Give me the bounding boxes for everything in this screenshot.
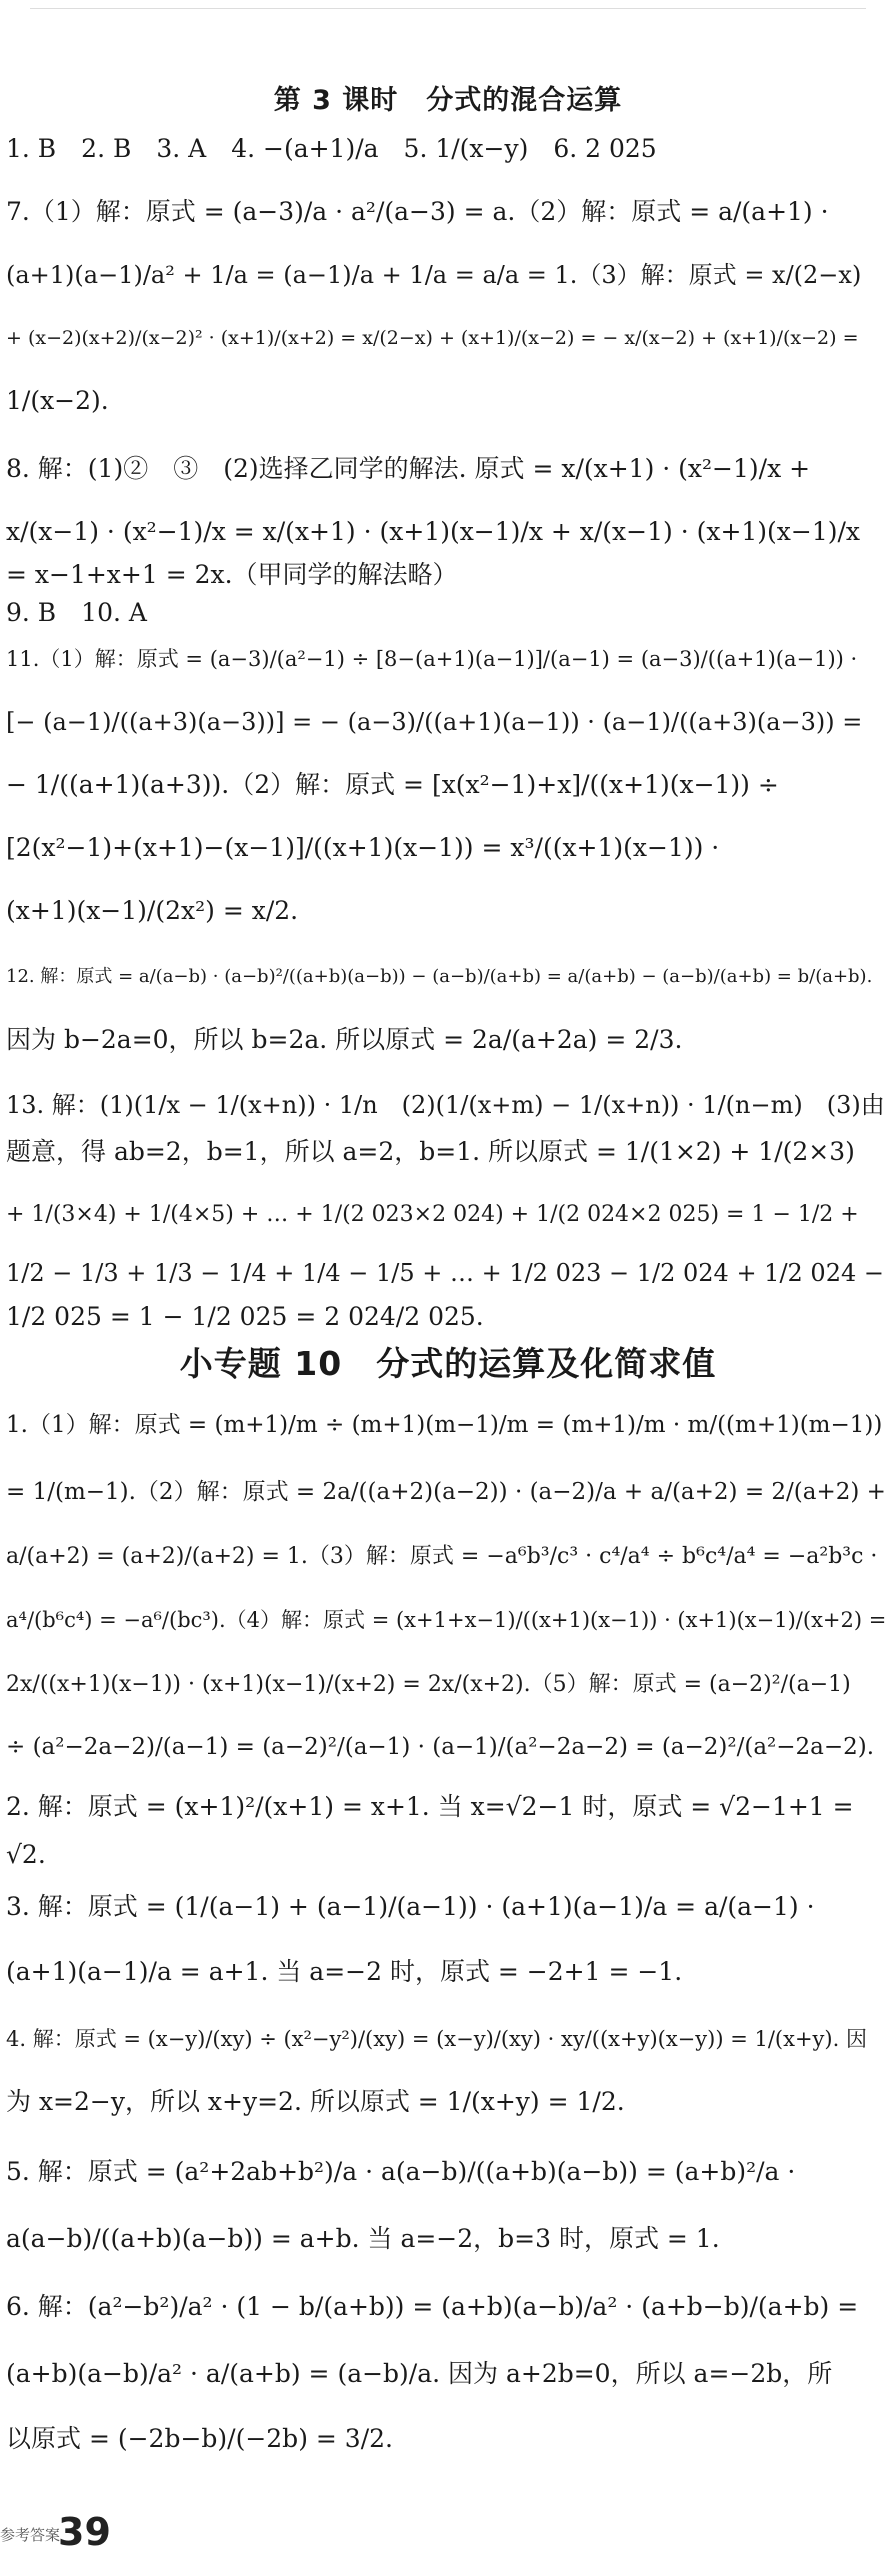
top-divider	[30, 8, 866, 9]
answer-line: 7.（1）解：原式 = (a−3)/a · a²/(a−3) = a.（2）解：原式 = a/(a+1) ·	[6, 197, 829, 226]
answer-line: ÷ (a²−2a−2)/(a−1) = (a−2)²/(a−1) · (a−1)/(a²−2a−2) = (a−2)²/(a²−2a−2).	[6, 1734, 875, 1760]
answer-line: 1/2 025 = 1 − 1/2 025 = 2 024/2 025.	[6, 1302, 484, 1331]
answer-line: 2. 解：原式 = (x+1)²/(x+1) = x+1. 当 x=√2−1 时，原式 = √2−1+1 =	[6, 1792, 854, 1821]
answer-line: 以原式 = (−2b−b)/(−2b) = 3/2.	[6, 2424, 393, 2453]
answer-line: + (x−2)(x+2)/(x−2)² · (x+1)/(x+2) = x/(2−x) + (x+1)/(x−2) = − x/(x−2) + (x+1)/(x−2) =	[6, 327, 859, 349]
special-topic-title: 小专题 10 分式的运算及化简求值	[179, 1344, 717, 1383]
answer-line: 题意，得 ab=2，b=1，所以 a=2，b=1. 所以原式 = 1/(1×2) + 1/(2×3)	[6, 1137, 855, 1166]
answer-line: [− (a−1)/((a+3)(a−3))] = − (a−3)/((a+1)(a−1)) · (a−1)/((a+3)(a−3)) =	[6, 708, 863, 736]
answer-line: 1/2 − 1/3 + 1/3 − 1/4 + 1/4 − 1/5 + … + 1/2 023 − 1/2 024 + 1/2 024 −	[6, 1259, 884, 1287]
answer-line: a/(a+2) = (a+2)/(a+2) = 1.（3）解：原式 = −a⁶b³/c³ · c⁴/a⁴ ÷ b⁶c⁴/a⁴ = −a²b³c ·	[6, 1544, 878, 1569]
answer-line: + 1/(3×4) + 1/(4×5) + … + 1/(2 023×2 024) + 1/(2 024×2 025) = 1 − 1/2 +	[6, 1202, 859, 1227]
answer-line: − 1/((a+1)(a+3)).（2）解：原式 = [x(x²−1)+x]/((x+1)(x−1)) ÷	[6, 770, 779, 799]
answer-line: 9. B 10. A	[6, 598, 147, 627]
answer-line: 1.（1）解：原式 = (m+1)/m ÷ (m+1)(m−1)/m = (m+1)/m · m/((m+1)(m−1))	[6, 1412, 883, 1438]
answer-line: 8. 解：(1)② ③ (2)选择乙同学的解法. 原式 = x/(x+1) · (x²−1)/x +	[6, 454, 811, 483]
answer-line: 为 x=2−y，所以 x+y=2. 所以原式 = 1/(x+y) = 1/2.	[6, 2087, 625, 2116]
answer-line: (a+1)(a−1)/a² + 1/a = (a−1)/a + 1/a = a/a = 1.（3）解：原式 = x/(2−x)	[6, 261, 862, 289]
answer-line: 5. 解：原式 = (a²+2ab+b²)/a · a(a−b)/((a+b)(a−b)) = (a+b)²/a ·	[6, 2157, 796, 2186]
answer-line: 因为 b−2a=0，所以 b=2a. 所以原式 = 2a/(a+2a) = 2/3.	[6, 1025, 683, 1054]
answer-line: 13. 解：(1)(1/x − 1/(x+n)) · 1/n (2)(1/(x+m) − 1/(x+n)) · 1/(n−m) (3)由	[6, 1091, 885, 1119]
answer-line: 6. 解：(a²−b²)/a² · (1 − b/(a+b)) = (a+b)(a−b)/a² · (a+b−b)/(a+b) =	[6, 2292, 859, 2321]
answer-line: 12. 解：原式 = a/(a−b) · (a−b)²/((a+b)(a−b)) − (a−b)/(a+b) = a/(a+b) − (a−b)/(a+b) = b/(a+b).	[6, 966, 873, 987]
answer-line: 1. B 2. B 3. A 4. −(a+1)/a 5. 1/(x−y) 6. 2 025	[6, 134, 657, 163]
answer-line: 1/(x−2).	[6, 386, 109, 415]
answer-line: 2x/((x+1)(x−1)) · (x+1)(x−1)/(x+2) = 2x/(x+2).（5）解：原式 = (a−2)²/(a−1)	[6, 1672, 851, 1697]
answer-line: 4. 解：原式 = (x−y)/(xy) ÷ (x²−y²)/(xy) = (x−y)/(xy) · xy/((x+y)(x−y)) = 1/(x+y). 因	[6, 2027, 867, 2051]
answer-line: a⁴/(b⁶c⁴) = −a⁶/(bc³).（4）解：原式 = (x+1+x−1)/((x+1)(x−1)) · (x+1)(x−1)/(x+2) =	[6, 1608, 886, 1632]
answer-line: (x+1)(x−1)/(2x²) = x/2.	[6, 896, 299, 925]
answer-line: [2(x²−1)+(x+1)−(x−1)]/((x+1)(x−1)) = x³/((x+1)(x−1)) ·	[6, 833, 720, 862]
answer-line: (a+1)(a−1)/a = a+1. 当 a=−2 时，原式 = −2+1 = −1.	[6, 1957, 683, 1986]
page-number: 39	[58, 2510, 111, 2554]
answer-line: (a+b)(a−b)/a² · a/(a+b) = (a−b)/a. 因为 a+2b=0，所以 a=−2b，所	[6, 2359, 833, 2388]
section-title: 第 3 课时 分式的混合运算	[273, 85, 623, 116]
answer-line: 3. 解：原式 = (1/(a−1) + (a−1)/(a−1)) · (a+1)(a−1)/a = a/(a−1) ·	[6, 1892, 815, 1921]
answer-line: √2.	[6, 1840, 46, 1869]
answer-line: x/(x−1) · (x²−1)/x = x/(x+1) · (x+1)(x−1)/x + x/(x−1) · (x+1)(x−1)/x	[6, 517, 861, 546]
page-footer	[0, 2510, 150, 2554]
answer-line: = x−1+x+1 = 2x.（甲同学的解法略）	[6, 560, 458, 589]
answer-line: a(a−b)/((a+b)(a−b)) = a+b. 当 a=−2，b=3 时，原式 = 1.	[6, 2224, 720, 2253]
footer-label: 参考答案	[0, 2526, 61, 2544]
answer-line: 11.（1）解：原式 = (a−3)/(a²−1) ÷ [8−(a+1)(a−1)]/(a−1) = (a−3)/((a+1)(a−1)) ·	[6, 647, 858, 671]
answer-line: = 1/(m−1).（2）解：原式 = 2a/((a+2)(a−2)) · (a−2)/a + a/(a+2) = 2/(a+2) +	[6, 1479, 886, 1505]
